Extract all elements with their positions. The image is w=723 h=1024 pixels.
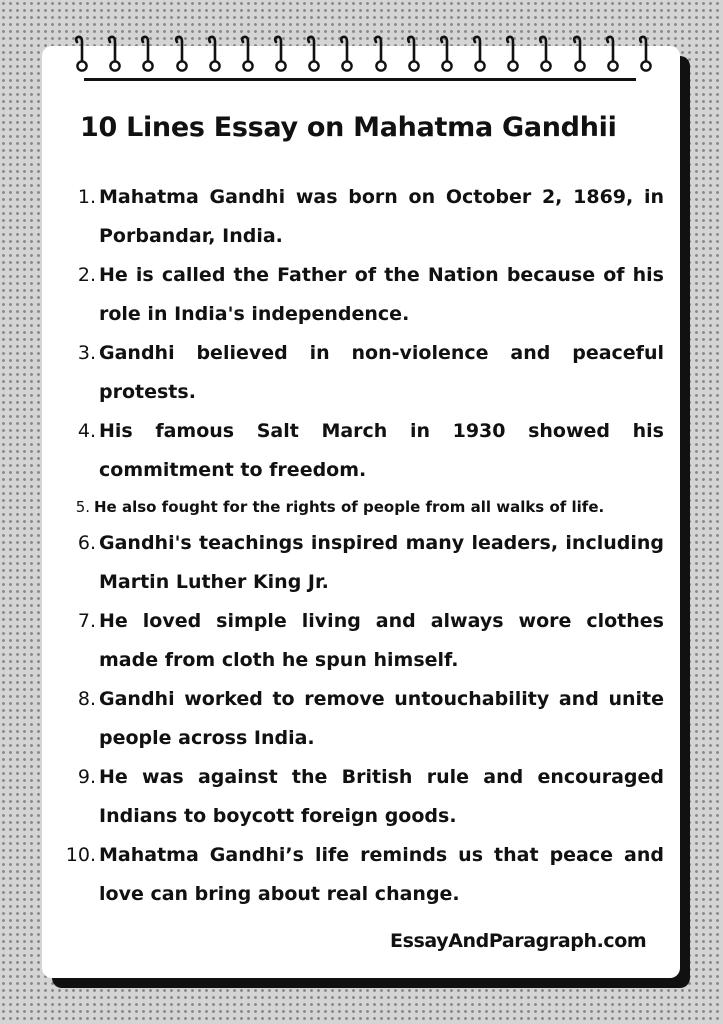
list-item-3	[60, 334, 664, 412]
binding-ring-icon	[207, 34, 223, 74]
binding-ring-icon	[273, 34, 289, 74]
list-item-2	[60, 256, 664, 334]
list-item-7	[60, 602, 664, 680]
item-text: Mahatma Gandhi’s life reminds us that peace and love can bring about real change.	[99, 844, 664, 905]
binding-ring-icon	[339, 34, 355, 74]
top-rule	[84, 78, 636, 81]
binding-ring-icon	[605, 34, 621, 74]
binding-ring-icon	[373, 34, 389, 74]
item-number: 6.	[77, 532, 96, 554]
item-number: 5.	[75, 498, 90, 516]
list-item-4	[60, 412, 664, 490]
binding-ring-icon	[572, 34, 588, 74]
item-number: 1.	[77, 186, 96, 208]
binding-ring-icon	[240, 34, 256, 74]
item-text: His famous Salt March in 1930 showed his commitment to freedom.	[99, 420, 664, 481]
item-number: 2.	[77, 264, 96, 286]
item-text: Gandhi believed in non-violence and peaceful protests.	[99, 342, 664, 403]
item-number: 8.	[77, 688, 96, 710]
list-item-10	[60, 836, 664, 914]
page-title: 10 Lines Essay on Mahatma Gandhii	[80, 112, 617, 143]
item-number: 4.	[77, 420, 96, 442]
list-item-8	[60, 680, 664, 758]
item-text: Gandhi worked to remove untouchability and unite people across India.	[99, 688, 664, 749]
binding-ring-icon	[472, 34, 488, 74]
binding-ring-icon	[306, 34, 322, 74]
list-item-5	[60, 490, 664, 524]
list-item-6	[60, 524, 664, 602]
item-number: 10.	[65, 844, 96, 866]
item-text: He also fought for the rights of people from all walks of life.	[94, 498, 605, 516]
item-number: 7.	[77, 610, 96, 632]
binding-ring-icon	[505, 34, 521, 74]
binding-ring-icon	[74, 34, 90, 74]
binding-ring-icon	[107, 34, 123, 74]
item-number: 3.	[77, 342, 96, 364]
binding-ring-icon	[638, 34, 654, 74]
item-text: Gandhi's teachings inspired many leaders, including Martin Luther King Jr.	[99, 532, 664, 593]
essay-list	[60, 178, 664, 914]
binding-ring-icon	[538, 34, 554, 74]
item-text: He was against the British rule and encouraged Indians to boycott foreign goods.	[99, 766, 664, 827]
item-text: He is called the Father of the Nation because of his role in India's independence.	[99, 264, 664, 325]
site-watermark: EssayAndParagraph.com	[390, 930, 647, 952]
binding-ring-icon	[406, 34, 422, 74]
spiral-binding	[74, 34, 654, 74]
item-text: He loved simple living and always wore clothes made from cloth he spun himself.	[99, 610, 664, 671]
binding-ring-icon	[174, 34, 190, 74]
list-item-1	[60, 178, 664, 256]
list-item-9	[60, 758, 664, 836]
item-number: 9.	[77, 766, 96, 788]
binding-ring-icon	[439, 34, 455, 74]
item-text: Mahatma Gandhi was born on October 2, 1869, in Porbandar, India.	[99, 186, 664, 247]
binding-ring-icon	[140, 34, 156, 74]
